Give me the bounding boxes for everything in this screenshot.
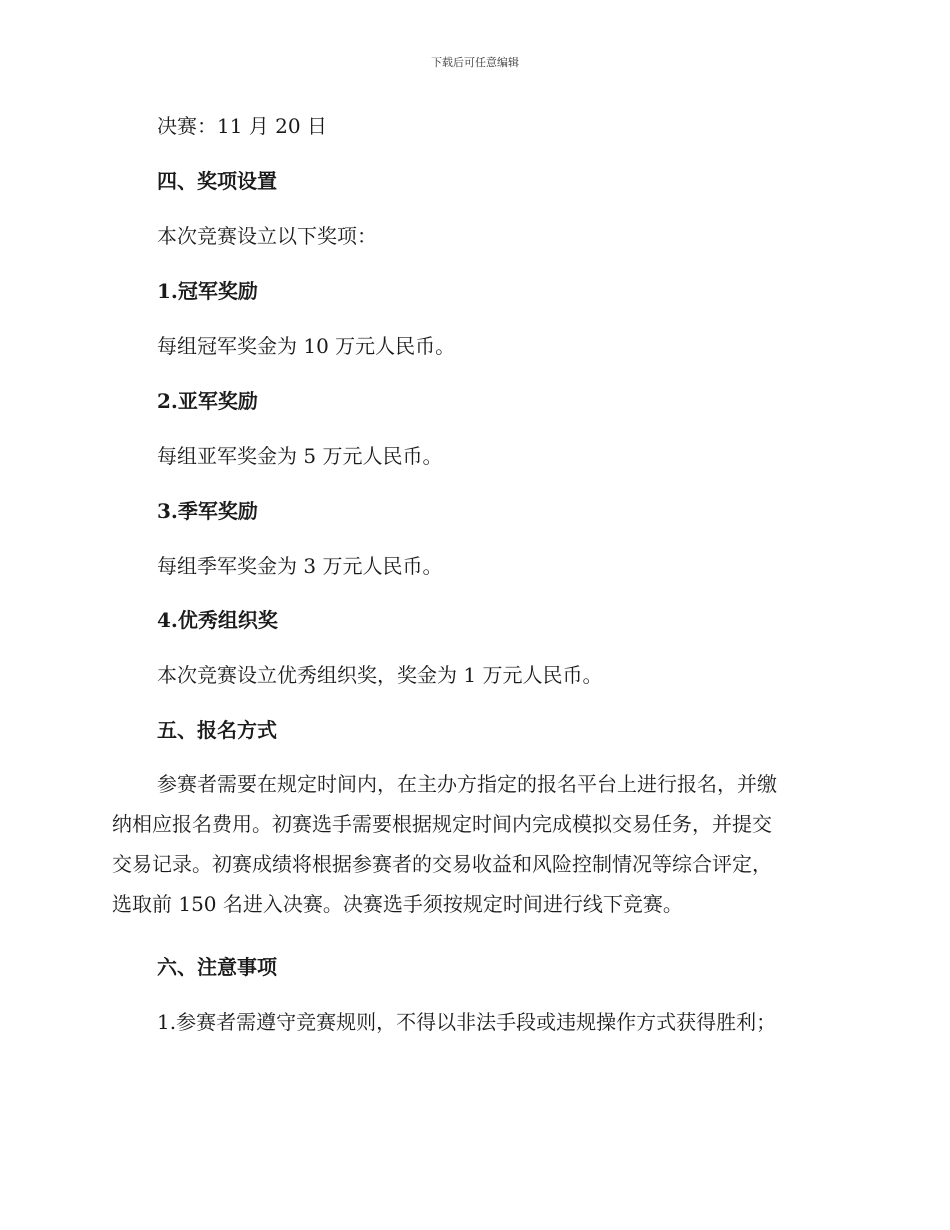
notes-item-1: 1.参赛者需遵守竞赛规则，不得以非法手段或违规操作方式获得胜利；	[157, 1010, 777, 1034]
award-text-runner-up: 每组亚军奖金为 5 万元人民币。	[157, 444, 443, 468]
paragraph-line: 纳相应报名费用。初赛选手需要根据规定时间内完成模拟交易任务，并提交	[112, 812, 772, 836]
paragraph-line: 选取前 150 名进入决赛。决赛选手须按规定时间进行线下竞赛。	[112, 892, 683, 916]
paragraph-line: 参赛者需要在规定时间内，在主办方指定的报名平台上进行报名，并缴	[157, 772, 777, 796]
section-heading-awards: 四、奖项设置	[157, 169, 277, 193]
section-heading-notes: 六、注意事项	[157, 955, 277, 979]
award-text-third: 每组季军奖金为 3 万元人民币。	[157, 554, 443, 578]
award-heading-champion: 1.冠军奖励	[157, 279, 258, 303]
award-heading-third: 3.季军奖励	[157, 499, 258, 523]
award-text-champion: 每组冠军奖金为 10 万元人民币。	[157, 334, 456, 358]
award-text-organization: 本次竞赛设立优秀组织奖，奖金为 1 万元人民币。	[157, 663, 603, 687]
section-heading-registration: 五、报名方式	[157, 718, 277, 742]
registration-paragraph	[112, 764, 832, 924]
final-date-line: 决赛：11 月 20 日	[157, 114, 327, 138]
page-header: 下载后可任意编辑	[431, 56, 519, 69]
award-heading-organization: 4.优秀组织奖	[157, 608, 278, 632]
awards-intro: 本次竞赛设立以下奖项：	[157, 224, 377, 248]
award-heading-runner-up: 2.亚军奖励	[157, 389, 258, 413]
paragraph-line: 交易记录。初赛成绩将根据参赛者的交易收益和风险控制情况等综合评定，	[112, 852, 772, 876]
